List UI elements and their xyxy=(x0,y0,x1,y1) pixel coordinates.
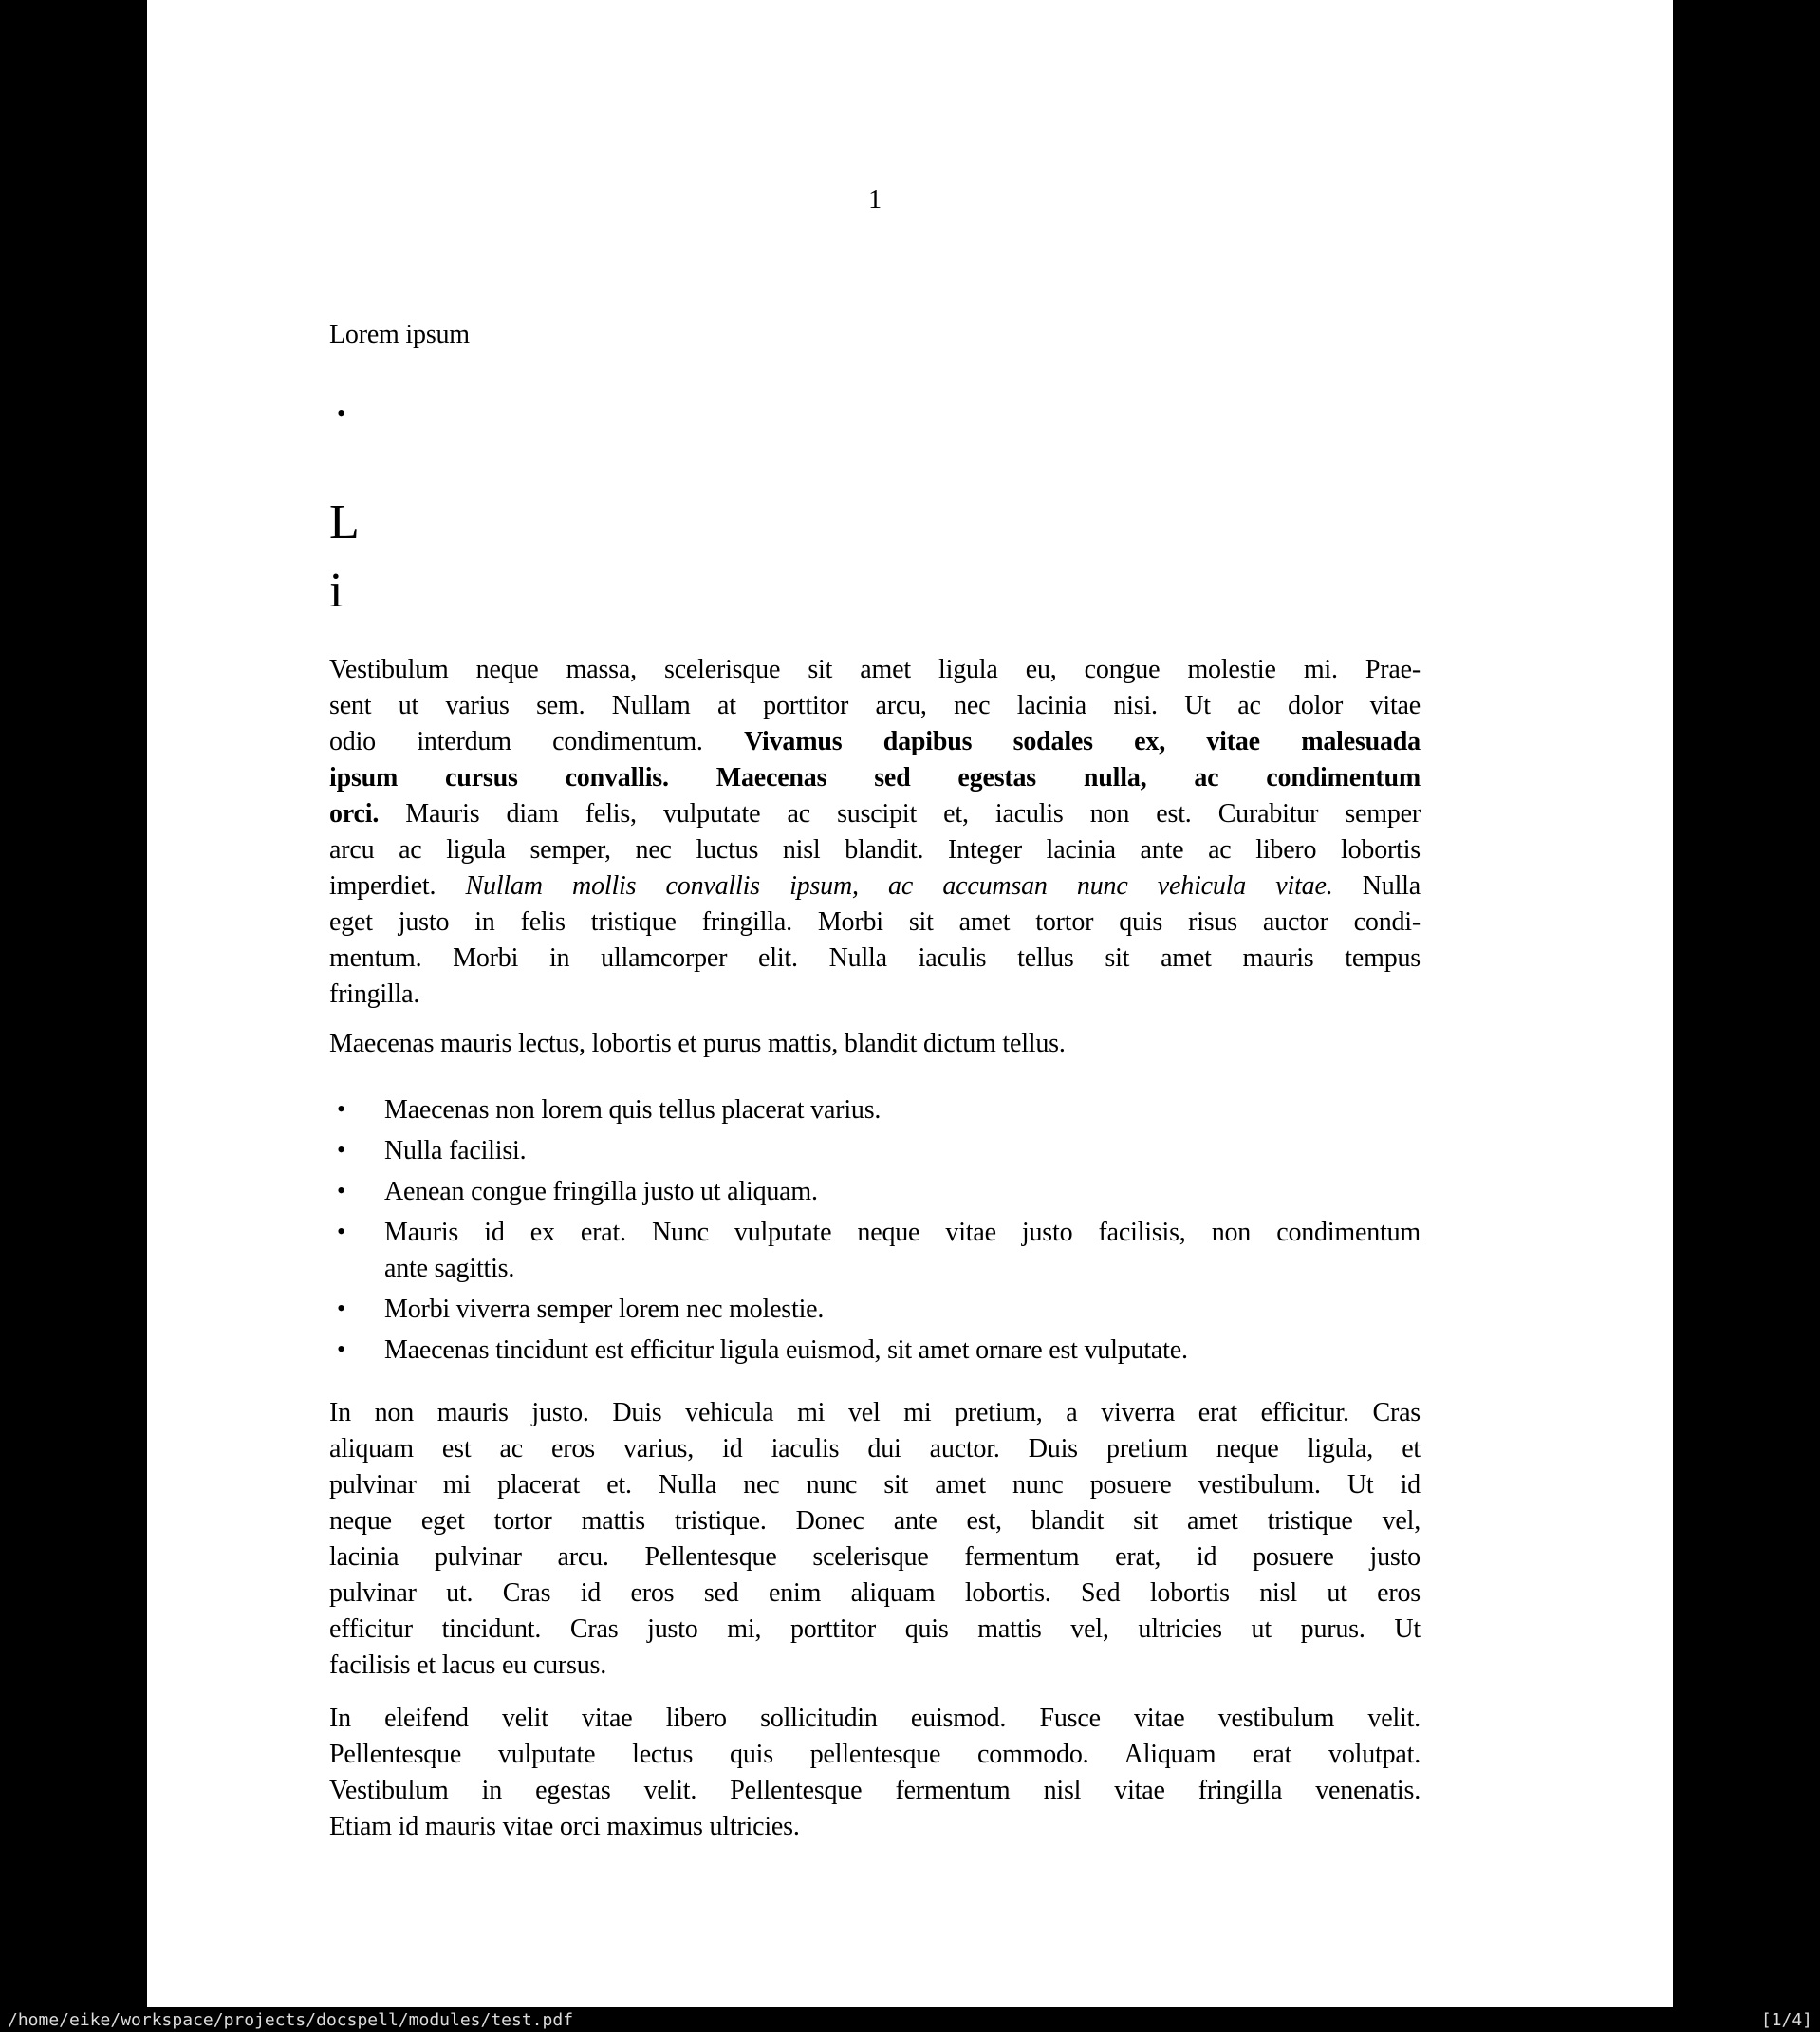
list-item-text xyxy=(384,1333,1421,1369)
text-run: mentum. Morbi in ullamcorper elit. Nulla iaculis tellus sit amet mauris tempus xyxy=(329,943,1421,973)
text-run: Morbi viverra semper lorem nec molestie. xyxy=(384,1295,825,1324)
text-run: efficitur tincidunt. Cras justo mi, porttitor quis mattis vel, ultricies ut purus. Ut xyxy=(329,1614,1421,1644)
text-line xyxy=(329,832,1421,868)
bullet-icon: • xyxy=(337,1295,345,1322)
page-number xyxy=(329,182,1421,218)
text-line xyxy=(329,1773,1421,1809)
text-line xyxy=(329,688,1421,724)
list-item xyxy=(329,1133,1421,1169)
text-line xyxy=(329,1648,1421,1684)
list-item xyxy=(329,1092,1421,1128)
list-item-text xyxy=(384,1215,1421,1287)
text-line xyxy=(329,1575,1421,1612)
statusbar-page-indicator: [1/4] xyxy=(1760,2009,1812,2030)
list-item xyxy=(329,1215,1421,1287)
text-run: In eleifend velit vitae libero sollicitudin euismod. Fusce vitae vestibulum velit. xyxy=(329,1704,1421,1733)
text-line xyxy=(329,1467,1421,1503)
text-line xyxy=(329,796,1421,832)
list-item xyxy=(329,1333,1421,1369)
text-run: facilisis et lacus eu cursus. xyxy=(329,1650,607,1680)
page-number-text: 1 xyxy=(868,185,882,214)
text-line xyxy=(329,1737,1421,1773)
statusbar-file-path: /home/eike/workspace/projects/docspell/modules/test.pdf xyxy=(8,2009,574,2030)
text-line xyxy=(384,1215,1421,1251)
list-item-text xyxy=(384,1092,1421,1128)
bullet-icon: • xyxy=(337,400,345,427)
text-line xyxy=(329,1612,1421,1648)
text-run: sent ut varius sem. Nullam at porttitor arcu, nec lacinia nisi. Ut ac dolor vitae xyxy=(329,691,1421,720)
text-line xyxy=(329,760,1421,796)
text-run: arcu ac ligula semper, nec luctus nisl blandit. Integer lacinia ante ac libero lobortis xyxy=(329,835,1421,865)
text-run: aliquam est ac eros varius, id iaculis dui auctor. Duis pretium neque ligula, et xyxy=(329,1434,1421,1463)
text-run: Maecenas tincidunt est efficitur ligula euismod, sit amet ornare est vulputate. xyxy=(384,1335,1188,1365)
text-run: Vestibulum in egestas velit. Pellentesque fermentum nisl vitae fringilla venenatis. xyxy=(329,1776,1421,1805)
text-line xyxy=(384,1333,1421,1369)
text-line xyxy=(329,489,1421,557)
text-line xyxy=(329,904,1421,941)
bullet-icon: • xyxy=(337,1095,345,1123)
italic-text-run: Nullam mollis convallis ipsum, ac accumsan nunc vehicula vitae. xyxy=(465,871,1333,901)
text-line xyxy=(329,724,1421,760)
text-line xyxy=(329,1809,1421,1845)
text-run: lacinia pulvinar arcu. Pellentesque scelerisque fermentum erat, id posuere justo xyxy=(329,1542,1421,1572)
list-item-text xyxy=(384,1174,1421,1210)
text-run: In non mauris justo. Duis vehicula mi vel mi pretium, a viverra erat efficitur. Cras xyxy=(329,1398,1421,1427)
bold-text-run: ipsum cursus convallis. Maecenas sed egestas nulla, ac condimentum xyxy=(329,763,1421,792)
list-item-text xyxy=(384,1133,1421,1169)
text-line xyxy=(329,652,1421,688)
text-run: i xyxy=(329,564,343,618)
pre-heading-line: Lorem ipsum xyxy=(329,320,470,349)
pdf-page[interactable] xyxy=(147,0,1673,2007)
paragraph-1 xyxy=(329,652,1421,1013)
text-line xyxy=(329,941,1421,977)
empty-list-item xyxy=(329,396,1421,432)
text-run: fringilla. xyxy=(329,979,420,1009)
list-item-text xyxy=(384,1292,1421,1328)
text-run: Nulla facilisi. xyxy=(384,1136,527,1165)
page-content xyxy=(329,0,1421,1845)
text-run: Etiam id mauris vitae orci maximus ultricies. xyxy=(329,1812,800,1841)
text-run: Pellentesque vulputate lectus quis pellentesque commodo. Aliquam erat volutpat. xyxy=(329,1740,1421,1769)
list-item xyxy=(329,1292,1421,1328)
bullet-icon: • xyxy=(337,1335,345,1363)
text-line xyxy=(384,1133,1421,1169)
text-line xyxy=(329,1503,1421,1539)
text-run: L xyxy=(329,495,360,550)
text-line xyxy=(384,1092,1421,1128)
statusbar xyxy=(0,2007,1820,2032)
text-run: Mauris id ex erat. Nunc vulputate neque vitae justo facilisis, non condimentum xyxy=(384,1218,1421,1247)
text-line xyxy=(329,1431,1421,1467)
text-run: pulvinar ut. Cras id eros sed enim aliquam lobortis. Sed lobortis nisl ut eros xyxy=(329,1578,1421,1608)
text-line xyxy=(384,1251,1421,1287)
document-heading xyxy=(329,489,1421,625)
text-run: pulvinar mi placerat et. Nulla nec nunc sit amet nunc posuere vestibulum. Ut id xyxy=(329,1470,1421,1500)
text-run: neque eget tortor mattis tristique. Donec ante est, blandit sit amet tristique vel, xyxy=(329,1506,1421,1536)
text-run: odio interdum condimentum. xyxy=(329,727,745,756)
text-run: Aenean congue fringilla justo ut aliquam. xyxy=(384,1177,818,1206)
text-line xyxy=(384,1174,1421,1210)
text-run: imperdiet. xyxy=(329,871,466,901)
bold-text-run: Vivamus dapibus sodales ex, vitae malesuada xyxy=(744,727,1421,756)
text-line xyxy=(329,1539,1421,1575)
paragraph-3 xyxy=(329,1395,1421,1684)
paragraph-4 xyxy=(329,1701,1421,1845)
text-run: Maecenas non lorem quis tellus placerat varius. xyxy=(384,1095,882,1125)
text-line xyxy=(329,557,1421,625)
bold-text-run: orci. xyxy=(329,799,406,829)
text-run: Nulla xyxy=(1332,871,1421,901)
text-line xyxy=(329,977,1421,1013)
bullet-icon: • xyxy=(337,1136,345,1164)
text-line xyxy=(329,1701,1421,1737)
text-run: Vestibulum neque massa, scelerisque sit amet ligula eu, congue molestie mi. Prae- xyxy=(329,655,1421,684)
bullet-icon: • xyxy=(337,1218,345,1245)
text-line xyxy=(329,868,1421,904)
list-item xyxy=(329,1174,1421,1210)
bullet-list xyxy=(329,1092,1421,1369)
text-line xyxy=(329,1395,1421,1431)
text-run: eget justo in felis tristique fringilla. Morbi sit amet tortor quis risus auctor condi- xyxy=(329,907,1421,937)
text-run: ante sagittis. xyxy=(384,1254,515,1283)
text-run: Maecenas mauris lectus, lobortis et purus mattis, blandit dictum tellus. xyxy=(329,1029,1066,1058)
text-line xyxy=(329,1026,1421,1062)
pre-heading-text xyxy=(329,317,1421,353)
paragraph-2 xyxy=(329,1026,1421,1062)
text-line xyxy=(384,1292,1421,1328)
bullet-icon: • xyxy=(337,1177,345,1204)
text-run: Mauris diam felis, vulputate ac suscipit et, iaculis non est. Curabitur semper xyxy=(405,799,1421,829)
